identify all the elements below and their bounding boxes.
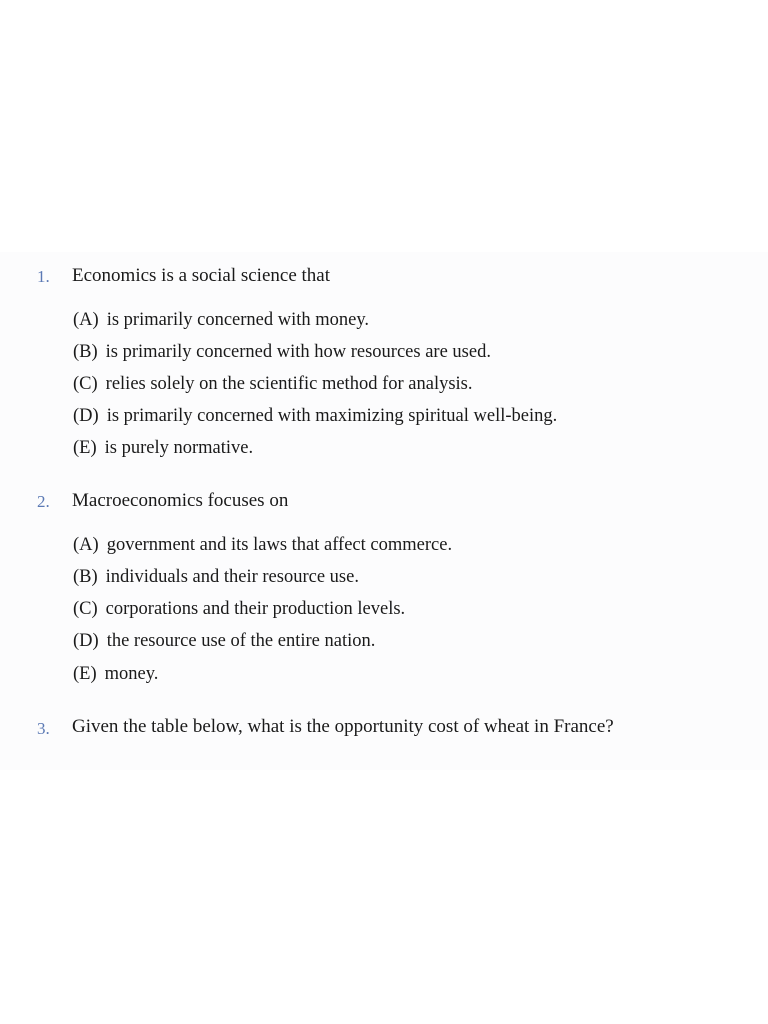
answer-choice (73, 663, 158, 685)
choice-text: individuals and their resource use. (105, 567, 359, 587)
question-stem: Economics is a social science that (72, 265, 330, 286)
choice-letter: (D) (73, 406, 99, 426)
choice-letter: (E) (73, 438, 97, 458)
choice-text: corporations and their production levels. (105, 599, 406, 619)
choice-text: the resource use of the entire nation. (106, 631, 376, 651)
choice-letter: (B) (73, 342, 98, 362)
choice-letter: (E) (73, 664, 97, 684)
answer-choice (73, 437, 253, 459)
answer-choice (73, 373, 473, 395)
question-number: 3. (37, 719, 50, 738)
choice-text: relies solely on the scientific method for analysis. (105, 374, 473, 394)
answer-choice (73, 309, 369, 331)
answer-choice (73, 630, 375, 652)
question-number: 2. (37, 492, 50, 511)
choice-letter: (A) (73, 535, 99, 555)
choice-text: is primarily concerned with money. (106, 310, 370, 330)
question-number: 1. (37, 267, 50, 286)
choice-letter: (C) (73, 374, 98, 394)
choice-letter: (B) (73, 567, 98, 587)
choice-letter: (D) (73, 631, 99, 651)
choice-letter: (C) (73, 599, 98, 619)
choice-text: is purely normative. (104, 438, 254, 458)
choice-letter: (A) (73, 310, 99, 330)
answer-choice (73, 566, 359, 588)
choice-text: money. (104, 664, 159, 684)
question-stem: Macroeconomics focuses on (72, 490, 289, 511)
choice-text: is primarily concerned with maximizing spiritual well-being. (106, 406, 558, 426)
choice-text: government and its laws that affect commerce. (106, 535, 453, 555)
answer-choice (73, 598, 405, 620)
answer-choice (73, 341, 491, 363)
answer-choice (73, 534, 452, 556)
question-stem: Given the table below, what is the opportunity cost of wheat in France? (72, 716, 614, 737)
answer-choice (73, 405, 557, 427)
choice-text: is primarily concerned with how resources are used. (105, 342, 491, 362)
